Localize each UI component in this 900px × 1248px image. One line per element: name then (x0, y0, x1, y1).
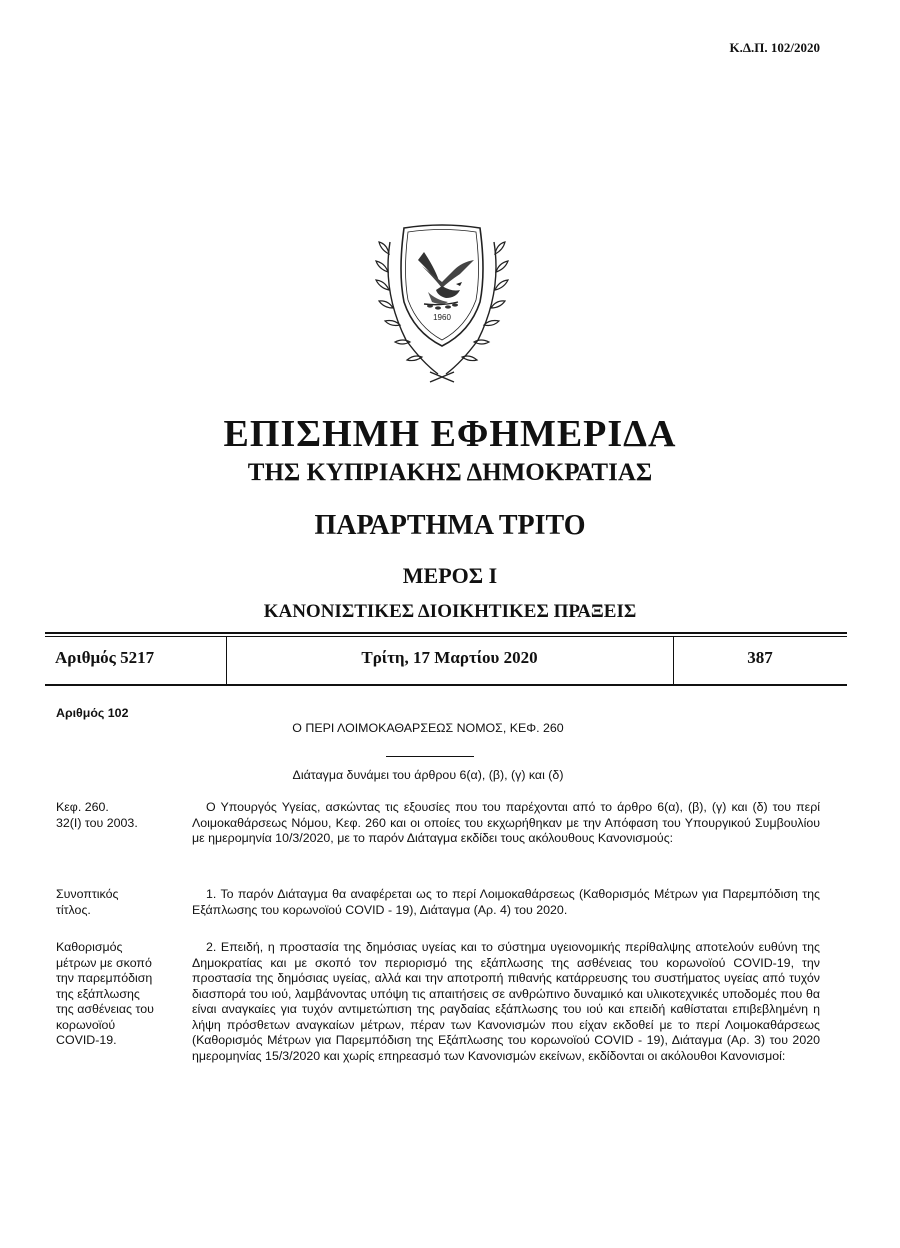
regulation-paragraph-2: 2. Επειδή, η προστασία της δημόσιας υγείας και το σύστημα υγειονομικής περίθαλψης αποτελούν ευθύνη της Δημοκρατίας και με σκοπό τον περιορισμό της εξάπλωσης της ασθένειας του κορωνοϊού COVID-19, την προστασία της δημόσιας υγείας, αλλά και την αποτροπή πιθανής κατάρρευσης του συστήματος υγείας από τυχόν διασπορά του ιού, λαμβάνοντας υπόψη τις απαιτήσεις σε ανθρώπινο δυναμικό και υλικοτεχνικές υποδομές που θα είναι αναγκαίες για τυχόν αντιμετώπιση της ραγδαίας εξάπλωσης του ιού και επειδή καθίσταται επιβεβλημένη η λήψη πρόσθετων αναγκαίων μέτρων, πέραν των Κανονισμών που είχαν εκδοθεί με το περί Λοιμοκαθάρσεως (Καθορισμός Μέτρων για Παρεμπόδιση της Εξάπλωσης του κορωνοϊού COVID - 19), Διάταγμα (Αρ. 3) του 2020 ημερομηνίας 15/3/2020 και χωρίς επηρεασμό των Κανονισμών εκείνων, εκδίδονται οι ακόλουθοι Κανονισμοί: (192, 940, 820, 1063)
top-double-rule (45, 632, 847, 634)
part-heading: ΜΕΡΟΣ Ι (402, 563, 498, 588)
title-divider (386, 756, 474, 757)
margin-note: Καθορισμός μέτρων με σκοπό την παρεμπόδιση της εξάπλωσης της ασθένειας του κορωνοϊού COVID-19. (56, 940, 154, 1047)
top-double-rule-inner (45, 636, 847, 637)
cyprus-coat-of-arms-icon (362, 222, 522, 384)
issue-date: Τρίτη, 17 Μαρτίου 2020 (361, 648, 538, 667)
bottom-rule (45, 684, 847, 686)
gazette-reference: Κ.Δ.Π. 102/2020 (729, 40, 820, 55)
decree-heading: Διάταγμα δυνάμει του άρθρου 6(α), (β), (γ) και (δ) (292, 768, 564, 782)
margin-note: Κεφ. 260. 32(Ι) του 2003. (56, 800, 138, 830)
document-number: Αριθμός 102 (56, 706, 129, 720)
gazette-subtitle: ΤΗΣ ΚΥΠΡΙΑΚΗΣ ΔΗΜΟΚΡΑΤΙΑΣ (247, 459, 653, 486)
issue-number: Αριθμός 5217 (55, 648, 155, 667)
law-title: Ο ΠΕΡΙ ΛΟΙΜΟΚΑΘΑΡΣΕΩΣ ΝΟΜΟΣ, ΚΕΦ. 260 (292, 721, 564, 735)
annex-heading: ΠΑΡΑΡΤΗΜΑ ΤΡΙΤΟ (314, 510, 586, 541)
margin-note: Συνοπτικός τίτλος. (56, 887, 119, 917)
gazette-title: ΕΠΙΣΗΜΗ ΕΦΗΜΕΡΙΔΑ (223, 413, 677, 455)
section-heading: ΚΑΝΟΝΙΣΤΙΚΕΣ ΔΙΟΙΚΗΤΙΚΕΣ ΠΡΑΞΕΙΣ (263, 601, 637, 622)
preamble-paragraph: Ο Υπουργός Υγείας, ασκώντας τις εξουσίες που του παρέχονται από το άρθρο 6(α), (β), (γ) και (δ) του περί Λοιμοκαθάρσεως Νόμου, Κεφ. 260 και οι οποίες του εκχωρήθηκαν με την Απόφαση του Υπουργικού Συμβουλίου με ημερομηνία 10/3/2020, με το παρόν Διάταγμα εκδίδει τους ακόλουθους Κανονισμούς: (192, 800, 820, 845)
emblem-year: 1960 (433, 313, 451, 322)
page-number: 387 (747, 648, 773, 667)
regulation-paragraph-1: 1. Το παρόν Διάταγμα θα αναφέρεται ως το περί Λοιμοκαθάρσεως (Καθορισμός Μέτρων για Παρεμπόδιση της Εξάπλωσης του κορωνοϊού COVID - 19), Διάταγμα (Αρ. 4) του 2020. (192, 887, 820, 917)
